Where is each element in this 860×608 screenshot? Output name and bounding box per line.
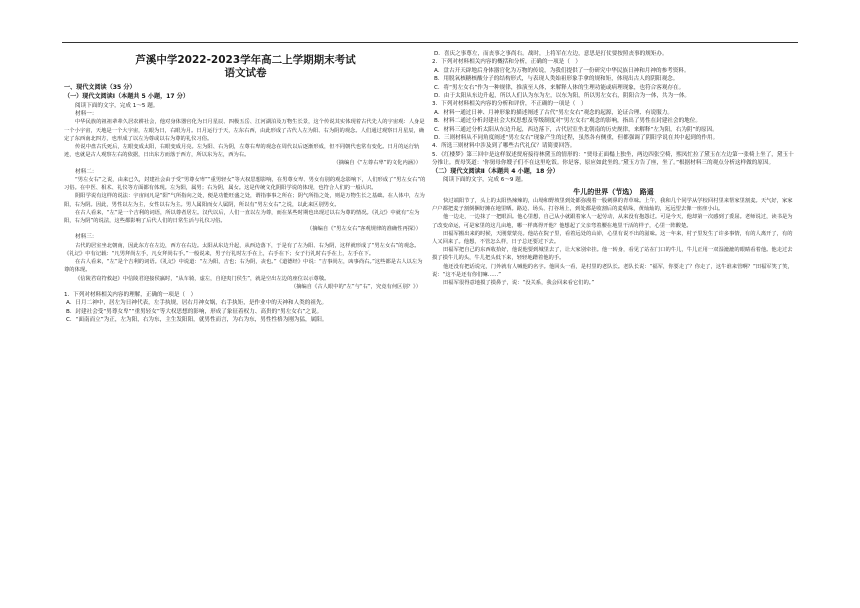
option-a: A．盘古开天辟地后身体器官化为万物的传说，为我们提供了一份研究中华民族日神和月神的参考资料。 (434, 67, 690, 74)
option-c: C．材料三通过分析太阳从东边升起，西边落下，古代居室坐北朝南的历史规律，来解释“左为阳，右为阴”的原因。 (434, 126, 718, 133)
instruction: 阅读下面的文字，完成 1～5 题。 (75, 102, 159, 109)
material-paragraph: “男左女右”之说，由来已久，封建社会由于受“男尊女卑”“重男轻女”等大权思想影响，在男尊女卑、男女有别的观念影响下，人们形成了“男左女右”的习俗。在中医、相术、礼仪等方面都有体现。左为阳，属男；右为阴，属女。这是传统文化阴阳学说的体现，也符合人们的一般认识。 (64, 177, 426, 192)
essay-paragraph: 他还没有把话说完，门外就有人喊他的名字。他回头一看，是村里的老队长。老队长说：“福军，你要走了？你走了，这牛谁来管啊？”田福军笑了笑，说：“这不是还有你们嘛……” (432, 263, 793, 278)
option-a: A．材料一通过日神、月神形象的描述阐述了古代“男左女右”观念的起源，论证合理、有说服力。 (434, 109, 673, 116)
part-heading: （二）现代文阅读Ⅱ（本题共 4 小题，18 分） (432, 167, 559, 175)
option-b: B．用脱氧核糖核酸分子的结构形式，与表现人类始祖形象手拿的规和矩，体现出古人的阴阳观念。 (434, 76, 679, 83)
essay-paragraph: 他一边走，一边抹了一把眼泪。他心里想，自己从小就跟着家人一起劳动，从来没有抱怨过。可是今天，他却第一次感到了委屈。老师说过，读书是为了改变命运，可是家里的这几亩地，哪一样离得开他？他想起了父亲弯着腰在地里干活的样子，心里一阵酸楚。 (432, 214, 793, 229)
material-paragraph: 古代的居室坐北朝南，因此东方在左边，西方在右边。太阳从东边升起，从西边落下，于是有了左为阳、右为阴，这样就形成了“男左女右”的观念。《礼记》中有记载：“凡男拜尚左手，凡女拜尚右手。”一般说来，男子行礼时左手在上，右手在下；女子行礼时右手在上，左手在下。 (64, 242, 420, 258)
question-1: 1．下列对材料相关内容的理解，正确的一项是（ ） (64, 292, 197, 299)
section-heading: 一、现代文阅读（35 分） (64, 84, 136, 91)
essay-paragraph: 田福军搬出来的时候，天刚蒙蒙亮。他站在院子里，看着远处的山峁，心里有说不出的滋味。这一年来，村子里发生了许多事情，有的人离开了，有的人又回来了。他想，不管怎么样，日子总还要过下去。 (432, 230, 793, 245)
essay-paragraph: 田福军很得意地摸了摸鼻子，说：“没关系，我会回来看它们的。” (443, 279, 595, 286)
material-label: 材料一： (75, 111, 98, 117)
material-paragraph: 《信陵君窃符救赵》中信陵君迎接侯嬴时，“从车骑，虚左，自迎夷门侯生”，就是空出左边的座位以示尊敬。 (75, 275, 330, 282)
left-column (64, 50, 427, 605)
exam-subtitle: 语文试卷 (224, 67, 267, 79)
material-source: （摘编自《古人眼中的“左”与“右”，究竟有何区别？》） (290, 283, 421, 290)
option-a: A．日月二神中，居左为日神代表，左手执规，居右月神女娲，右手执矩，是作业中的天神和人类的祖先。 (66, 300, 328, 307)
material-paragraph: 阴阳学说有这样的说法：宇宙间凡是“阳”气所指向之处，便是功能旺盛之处，谓指事事之所在；阴气所指之处，则是万物生长之基础。在人体中，左为阳，右为阴。因此，男性以左为主，女性以右为主。男人属阳而女人属阴，所以有“男左女右”之说，以此来区别男女。 (64, 193, 425, 208)
part-heading: （一）现代文阅读Ⅰ（本题共 5 小题，17 分） (64, 92, 189, 100)
essay-paragraph: 田福军把自己的东西收拾好，他说他要到城里去了，让大家别牵挂。他一转身，看见了站在门口的牛儿，牛儿正用一双湿漉漉的眼睛看着他。他走过去摸了摸牛儿的头，牛儿把头低下来，轻轻地蹭着他的手。 (432, 247, 793, 262)
option-c: C．将“男左女右”作为一种规律，推演至人体，来解释人体的生理功能或病理现象，也符合客观存在。 (434, 84, 685, 91)
right-column (432, 50, 795, 605)
question-4: 4．所选三则材料中涉及到了哪些古代礼仪？请简要回答。 (432, 143, 576, 150)
material-paragraph: 传说中盘古氏死后，左眼变成太阳，右眼变成月亮。左为阳、右为阴，左尊右卑的观念在周代以后逐渐形成，但不同朝代也常有变化。日月的运行轨迹，也就是古人观察左右的依据，日出东方而落于西方，所以东为左，西为右。 (64, 144, 420, 159)
essay-paragraph: 快过端阳节了，头上的太阳热辣辣的，山坳和野坡里到处都弥漫着一股刺鼻的青草味。上午，我和几个同学从学校回村里来帮家里割麦。天气好，家家户户都把麦子割倒捆好摊在地里晒。路边、场头、打谷场上，到处都是收割后的麦秸垛，黄灿灿的，远远望去像一座座小山。 (432, 197, 793, 213)
material-label: 材料三： (75, 234, 98, 241)
option-b: B．材料二通过分析封建社会大权思想及等级制度对“男左女右”观念的影响，指出了男性在封建社会的地位。 (434, 118, 701, 125)
essay-title: 牛儿的世界（节选） 路遥 (573, 187, 654, 196)
question-5: 5．《红楼梦》第三回中是这样叙述贾府接待林黛玉的情形的：“贾母正面榻上独坐，两边四张空椅，熙凤忙拉了黛玉在左边第一张椅上坐了，黛玉十分推让。贾母笑道：‘你舅母你嫂子们不在这里吃饭。你是客，原应如此坐的。’黛玉方告了座，坐了。”根据材料三的观点分析这样做的原因。 (432, 151, 794, 167)
instruction: 阅读下面的文字，完成 6～9 题。 (443, 177, 527, 184)
material-paragraph: 在古人看来，“左”是一个吉利的词语，所以尊者居左。汉代以后，人们一直以左为尊，而在某些时期也出现过以右为尊的情况。《礼记》中就有“左为阳，右为阴”的说法，这些都影响了后代人们的日常生活与礼仪习俗。 (64, 209, 420, 225)
question-2: 2．下列对材料相关内容的概括和分析，正确的一项是（ ） (432, 59, 581, 66)
option-c: C．“面南而立”为正，左为阳，右为东，主生发阳阳，就男性而言，为右为东，男性性格为刚为猛，属阳。 (66, 317, 328, 324)
material-paragraph: 在古人看来，“左”是个吉利的词语。《礼记》中说道：“左为阳，吉也；右为阴，丧也。”《道德经》中说：“吉事尚左，凶事尚右。”这些都是古人以左为尊的体现。 (64, 259, 423, 274)
top-rule (62, 42, 798, 43)
option-d: D．三则材料从不同角度阐述“男左女右”现象产生的过程，虽然各有侧重，但都强调了阴阳学说在其中起到的作用。 (434, 135, 719, 142)
material-label: 材料二： (75, 168, 98, 175)
material-source: （摘编自《“男左女右”客观规律的准确性再探》） (306, 226, 421, 233)
material-source: （摘编自《“左尊右卑”的文化内涵》） (333, 160, 421, 167)
option-d: D．由于太阳从东边升起，所以人们认为东为左，以东为阳，所以男左女右，阴阳合为一体，共为一体。 (434, 93, 691, 100)
question-3: 3．下列对材料相关内容的分析和评价，不正确的一项是（ ） (432, 101, 587, 108)
option-d: D．喜庆之事尊左，而丧事之事尚右。战时，上将军在左边，意思是打仗要按照丧事的规矩办。 (434, 51, 668, 57)
exam-title: 芦溪中学2022-2023学年高二上学期期末考试 (135, 54, 356, 66)
material-paragraph: 中华民族的祖祖辈辈久居农耕社会，他对身体器官化为日月星辰、四极五岳、江河湖泊及万物生长景，这个传说其实体现着古代先人的宇宙观：人身是一个小宇宙，天地是一个大宇宙，左眼为日，右眼为月。日月运行于天，左东右西，由此形成了古代人左为阳、右为阴的观念。人们通过观察日月星辰，确定了东西南北四方，也形成了以左为尊或以右为尊的礼仪习俗。 (64, 119, 425, 142)
option-b: B．封建社会受“男尊女卑”“重男轻女”等大权思想的影响，形成了象征着权力、高贵的“男左女右”之说。 (66, 308, 323, 315)
